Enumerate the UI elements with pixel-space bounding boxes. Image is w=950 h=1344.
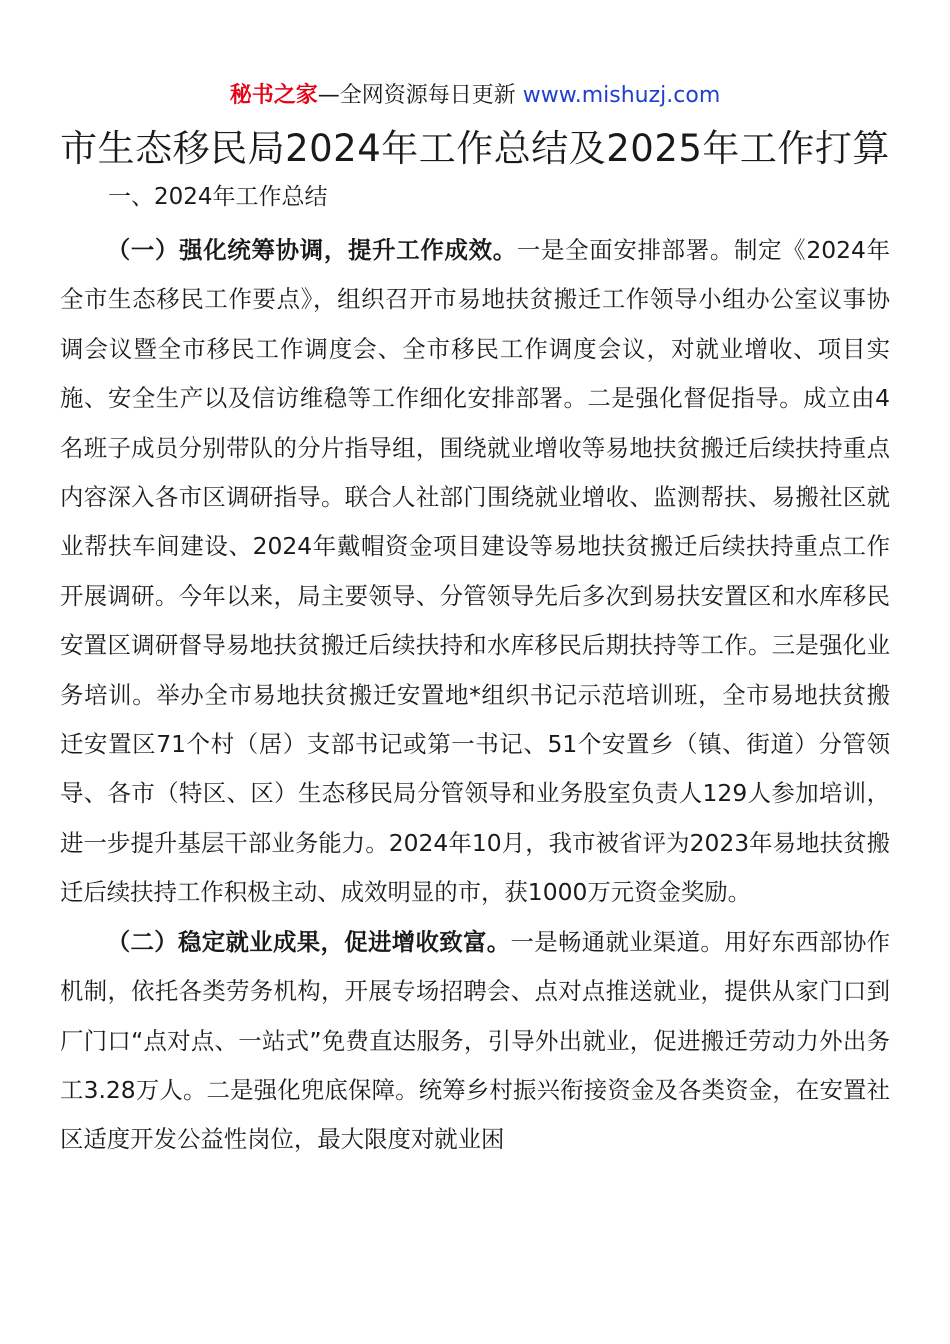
site-banner	[0, 80, 950, 112]
paragraph-1-lead: （一）强化统筹协调，提升工作成效。	[106, 236, 517, 264]
paragraph-1	[60, 226, 890, 918]
brand-name: 秘书之家	[229, 83, 318, 108]
section-heading: 一、2024年工作总结	[108, 184, 328, 210]
paragraph-2-text: 一是畅通就业渠道。用好东西部协作机制，依托各类劳务机构，开展专场招聘会、点对点推送就业，提供从家门口到厂门口“点对点、一站式”免费直达服务，引导外出就业，促进搬迁劳动力外出务工3.28万人。二是强化兜底保障。统筹乡村振兴衔接资金及各类资金，在安置社区适度开发公益性岗位，最大限度对就业困	[60, 927, 891, 1154]
paragraph-2-lead: （二）稳定就业成果，促进增收致富。	[106, 927, 511, 956]
banner-slogan: —全网资源每日更新	[317, 83, 523, 108]
site-link[interactable]: www.mishuzj.com	[522, 83, 721, 108]
paragraph-1-text: 一是全面安排部署。制定《2024年全市生态移民工作要点》，组织召开市易地扶贫搬迁工作领导小组办公室议事协调会议暨全市移民工作调度会、全市移民工作调度会议，对就业增收、项目实施、安全生产以及信访维稳等工作细化安排部署。二是强化督促指导。成立由4名班子成员分别带队的分片指导组，围绕就业增收等易地扶贫搬迁后续扶持重点内容深入各市区调研指导。联合人社部门围绕就业增收、监测帮扶、易搬社区就业帮扶车间建设、2024年戴帽资金项目建设等易地扶贫搬迁后续扶持重点工作开展调研。今年以来，局主要领导、分管领导先后多次到易扶安置区和水库移民安置区调研督导易地扶贫搬迁后续扶持和水库移民后期扶持等工作。三是强化业务培训。举办全市易地扶贫搬迁安置地*组织书记示范培训班，全市易地扶贫搬迁安置区71个村（居）支部书记或第一书记、51个安置乡（镇、街道）分管领导、各市（特区、区）生态移民局分管领导和业务股室负责人129人参加培训，进一步提升基层干部业务能力。2024年10月，我市被省评为2023年易地扶贫搬迁后续扶持工作积极主动、成效明显的市，获1000万元资金奖励。	[60, 236, 891, 907]
document-title: 市生态移民局2024年工作总结及2025年工作打算	[60, 127, 890, 170]
paragraph-2	[60, 918, 890, 1165]
document-body	[60, 226, 890, 1165]
